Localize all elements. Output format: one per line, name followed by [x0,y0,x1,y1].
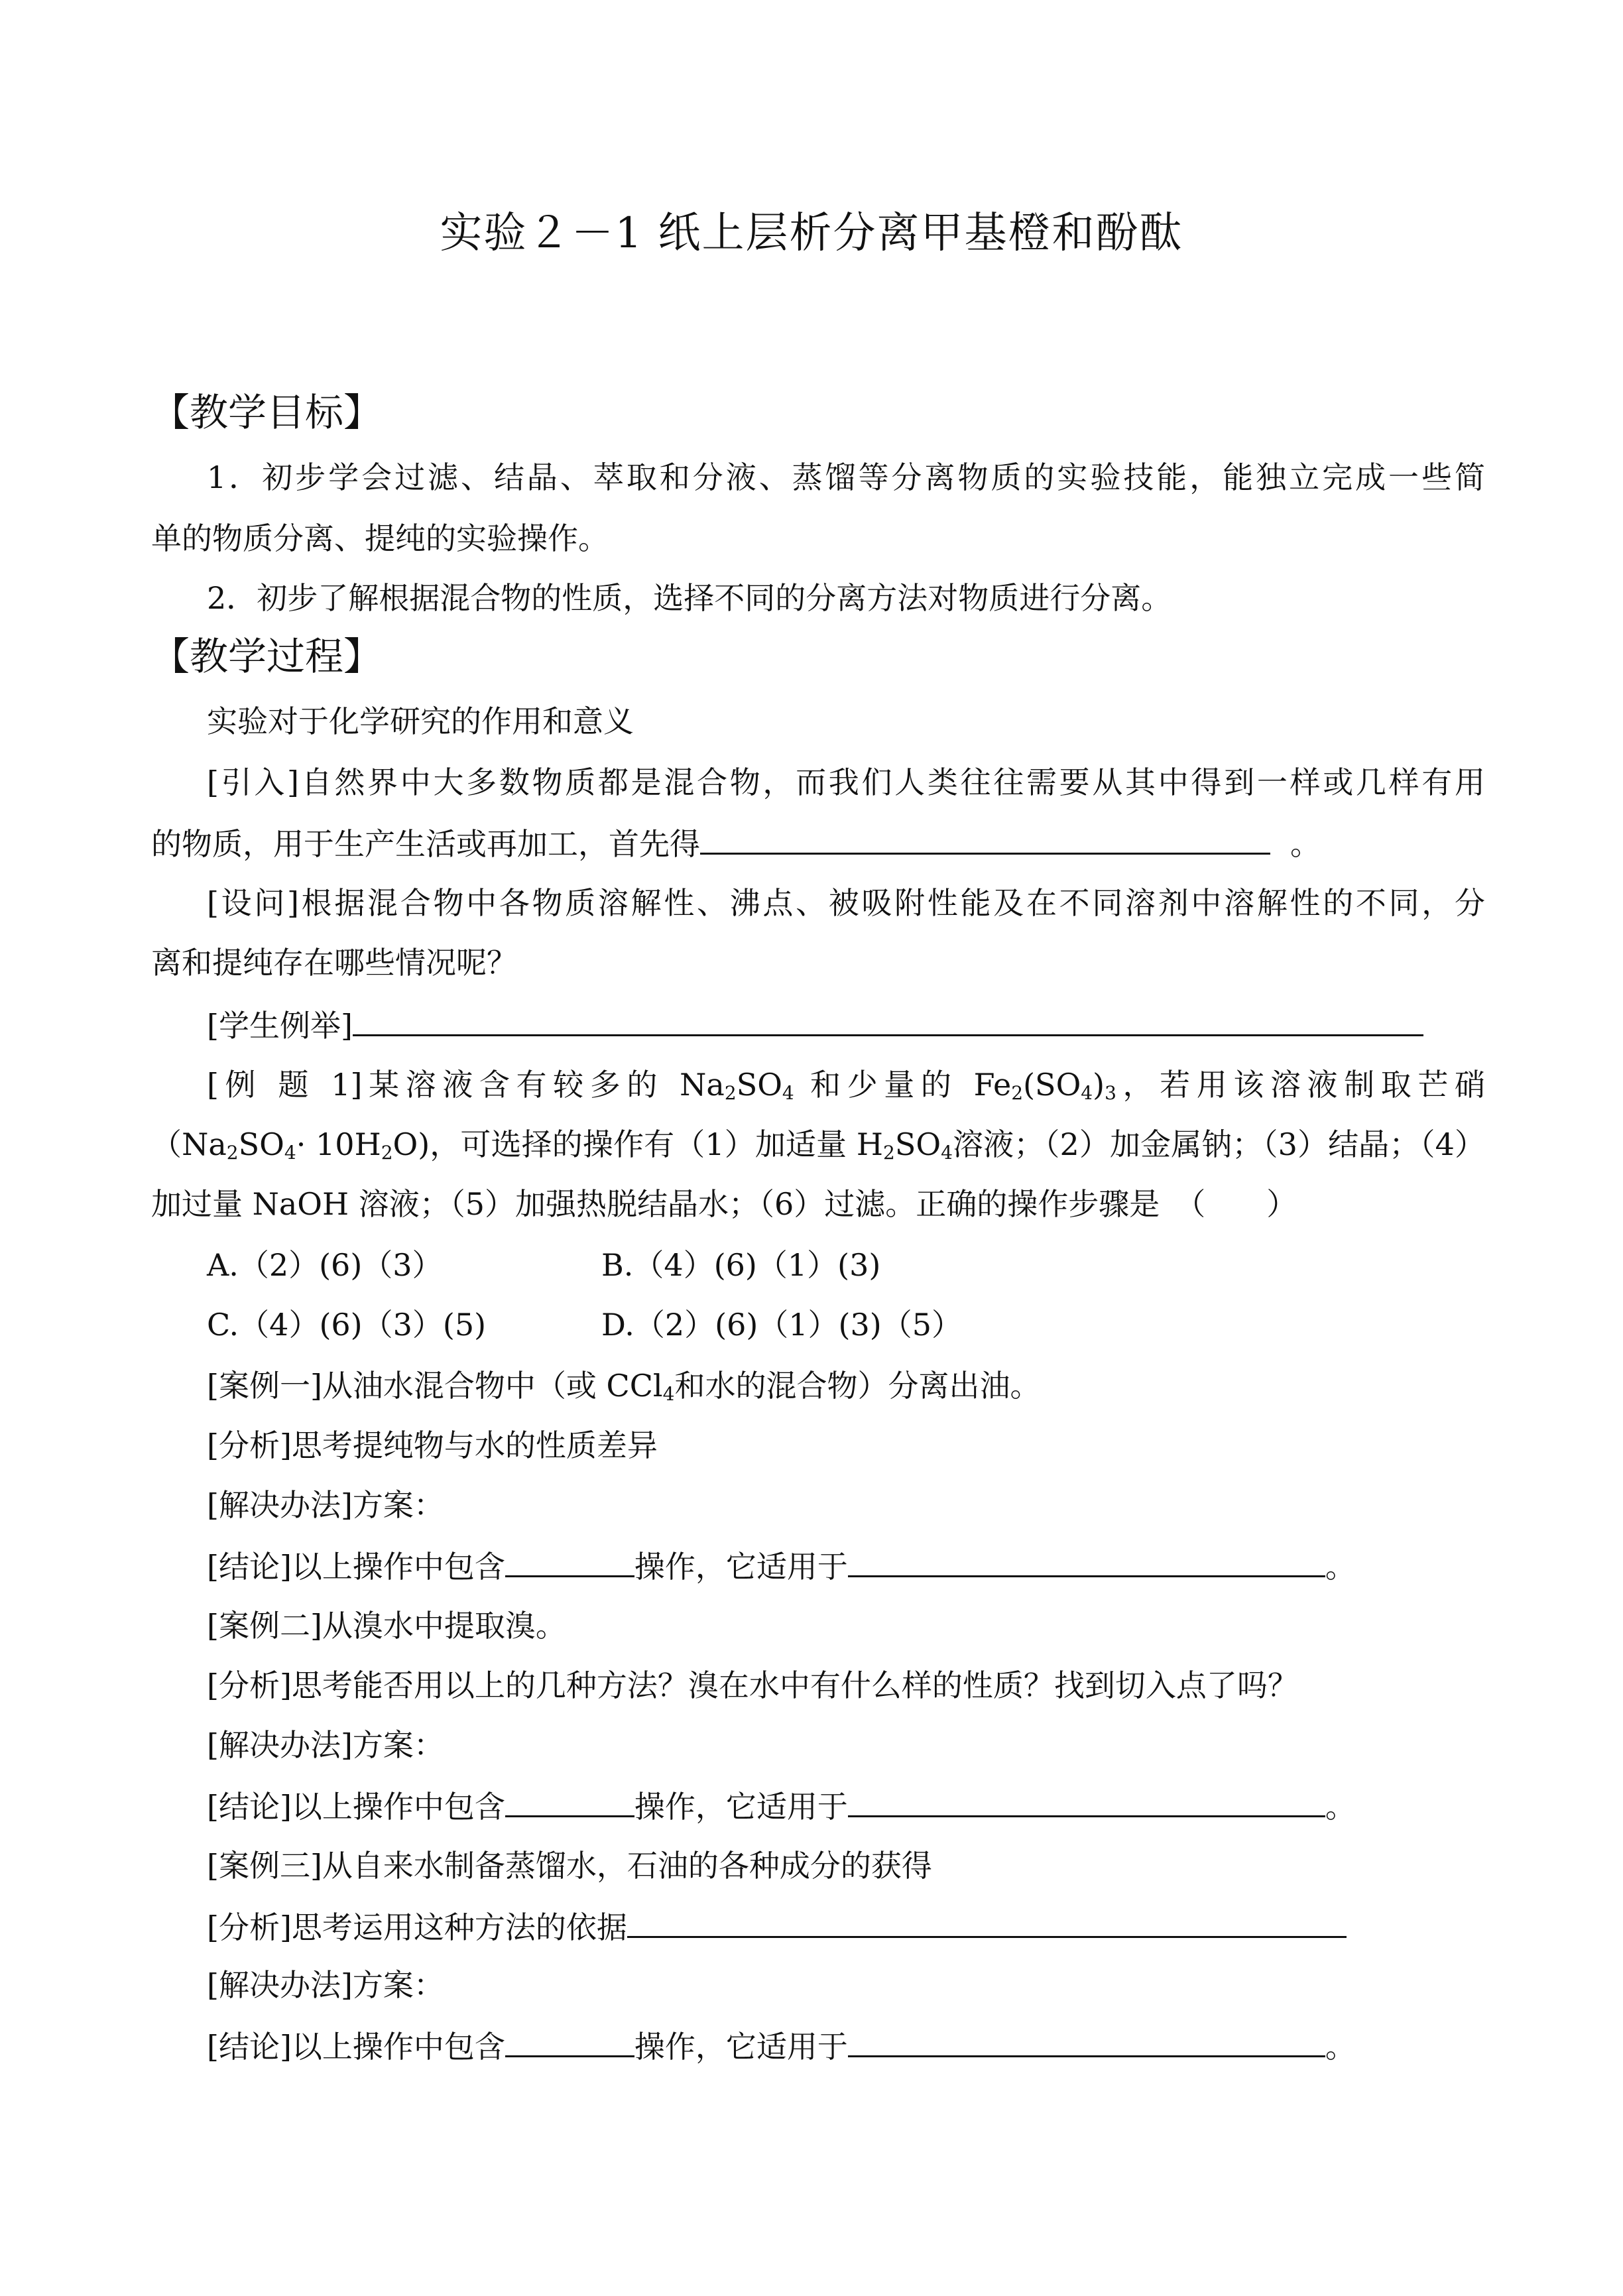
goal-1-line-1: 1．初步学会过滤、结晶、萃取和分液、蒸馏等分离物质的实验技能，能独立完成一些简 [207,459,1485,495]
options-row-1 [207,1244,1485,1286]
conclusion-3-operation-blank[interactable] [505,2024,634,2057]
example-line-1: [例 题 1]某溶液含有较多的 $Na_2SO_4$ 和少量的 $Fe_2(SO_4)_3$，若用该溶液制取芒硝 [207,1067,1485,1104]
analysis-3-blank[interactable] [627,1904,1347,1938]
example-line-2: $(Na_2SO_4\cdot 10H_2O)$，可选择的操作有（1）加适量 $H_2SO_4$溶液；（2）加金属钠；（3）结晶；（4） [151,1126,1485,1164]
conclusion-2-operation-blank[interactable] [505,1783,634,1817]
example-line-3: 加过量 NaOH 溶液；（5）加强热脱结晶水；（6）过滤。正确的操作步骤是 （ ） [151,1186,1297,1222]
analysis-1: [分析]思考提纯物与水的性质差异 [207,1427,658,1463]
question-line-2: 离和提纯存在哪些情况呢？ [151,945,517,981]
conclusion-2: [结论]以上操作中包含 操作，它适用于 。 [207,1783,1485,1828]
analysis-2: [分析]思考能否用以上的几种方法？溴在水中有什么样的性质？找到切入点了吗？ [207,1667,1298,1703]
options-row-2 [207,1303,1485,1346]
analysis-3: [分析]思考运用这种方法的依据 [207,1904,1485,1949]
student-examples-label: [学生例举] [207,1008,353,1044]
goal-2: 2．初步了解根据混合物的性质，选择不同的分离方法对物质进行分离。 [207,580,1172,616]
case-2: [案例二]从溴水中提取溴。 [207,1608,566,1644]
case-1: [案例一]从油水混合物中（或 CCl$_4$和水的混合物）分离出油。 [207,1368,1041,1405]
section-heading-process: 【教学过程】 [151,634,383,679]
case-3: [案例三]从自来水制备蒸馏水，石油的各种成分的获得 [207,1848,932,1884]
intro-answer-blank[interactable] [700,821,1270,855]
conclusion-1-operation-blank[interactable] [505,1543,634,1577]
goal-1-line-2: 单的物质分离、提纯的实验操作。 [151,520,609,556]
process-topic: 实验对于化学研究的作用和意义 [207,703,634,739]
intro-line-2 [151,821,1485,865]
conclusion-3: [结论]以上操作中包含 操作，它适用于 。 [207,2024,1485,2068]
solution-1: [解决办法]方案： [207,1487,444,1523]
option-a: A.（2）(6)（3） [207,1247,443,1283]
conclusion-3-usage-blank[interactable] [848,2024,1325,2057]
intro-line-1: [引入]自然界中大多数物质都是混合物，而我们人类往往需要从其中得到一样或几样有用 [207,764,1485,800]
conclusion-1: [结论]以上操作中包含 操作，它适用于 。 [207,1543,1485,1588]
page-title: 实验２－1 纸上层析分离甲基橙和酚酞 [440,209,1183,258]
question-line-1: [设问]根据混合物中各物质溶解性、沸点、被吸附性能及在不同溶剂中溶解性的不同，分 [207,885,1485,921]
student-examples-line [207,1002,1485,1047]
option-c: C.（4）(6)（3）(5) [207,1307,487,1343]
section-heading-goals: 【教学目标】 [151,390,383,435]
conclusion-2-usage-blank[interactable] [848,1783,1325,1817]
option-d: D.（2）(6)（1）(3)（5） [601,1307,962,1343]
solution-3: [解决办法]方案： [207,1967,444,2003]
conclusion-1-usage-blank[interactable] [848,1543,1325,1577]
option-b: B.（4）(6)（1）(3) [601,1247,881,1283]
solution-2: [解决办法]方案： [207,1727,444,1763]
intro-text: 的物质，用于生产生活或再加工，首先得 [151,826,700,862]
student-examples-blank[interactable] [353,1002,1423,1036]
intro-period: 。 [1290,826,1321,862]
